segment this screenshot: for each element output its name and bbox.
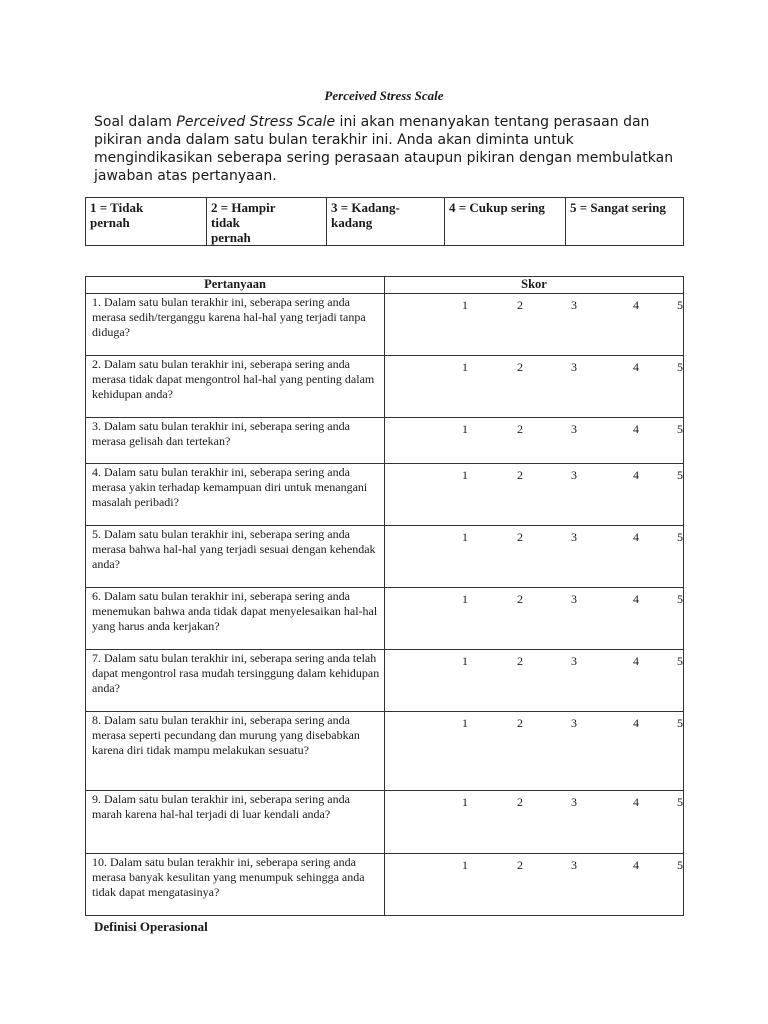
table-row [86,712,684,791]
score-option-1[interactable]: 1 [462,298,468,312]
score-option-3[interactable]: 3 [571,795,577,809]
question-text: 9. Dalam satu bulan terakhir ini, seberapa sering anda marah karena hal-hal terjadi di luar kendali anda? [86,791,385,854]
score-option-2[interactable]: 2 [517,422,523,436]
table-row [86,791,684,854]
question-text: 5. Dalam satu bulan terakhir ini, seberapa sering anda merasa bahwa hal-hal yang terjadi sesuai dengan kehendak anda? [86,526,385,588]
score-option-2[interactable]: 2 [517,360,523,374]
score-option-2[interactable]: 2 [517,858,523,872]
score-option-4[interactable]: 4 [633,468,639,482]
intro-text-before: Soal dalam [94,114,177,130]
score-option-4[interactable]: 4 [633,422,639,436]
score-option-row [385,854,683,873]
score-option-5[interactable]: 5 [677,530,683,544]
score-option-2[interactable]: 2 [517,654,523,668]
score-option-row [385,650,683,669]
score-option-5[interactable]: 5 [677,422,683,436]
score-option-1[interactable]: 1 [462,360,468,374]
question-text: 2. Dalam satu bulan terakhir ini, seberapa sering anda merasa tidak dapat mengontrol hal-hal yang penting dalam kehidupan anda? [86,356,385,418]
score-option-4[interactable]: 4 [633,592,639,606]
score-spacer [385,654,410,669]
score-spacer [385,858,410,873]
intro-text-italic: Perceived Stress Scale [176,114,336,130]
table-row [86,526,684,588]
score-option-2[interactable]: 2 [517,530,523,544]
score-option-4[interactable]: 4 [633,716,639,730]
score-options [385,418,684,464]
table-row [86,588,684,650]
scale-option-1 [86,198,207,246]
score-spacer [385,298,410,313]
score-spacer [385,795,410,810]
scale-option-3-line-2: kadang [331,215,373,230]
table-header-row [86,277,684,294]
score-option-1[interactable]: 1 [462,858,468,872]
score-option-1[interactable]: 1 [462,716,468,730]
score-option-2[interactable]: 2 [517,468,523,482]
score-option-3[interactable]: 3 [571,468,577,482]
header-score: Skor [385,277,684,294]
score-option-4[interactable]: 4 [633,530,639,544]
question-text: 10. Dalam satu bulan terakhir ini, seberapa sering anda merasa banyak kesulitan yang menumpuk sehingga anda tidak dapat mengatasinya? [86,854,385,916]
score-option-5[interactable]: 5 [677,298,683,312]
score-option-1[interactable]: 1 [462,468,468,482]
score-option-1[interactable]: 1 [462,530,468,544]
score-option-4[interactable]: 4 [633,795,639,809]
score-spacer [385,360,410,375]
score-options [385,712,684,791]
questions-table [85,276,684,916]
score-options [385,588,684,650]
score-option-1[interactable]: 1 [462,592,468,606]
score-option-3[interactable]: 3 [571,422,577,436]
score-options [385,854,684,916]
scale-option-2 [207,198,327,246]
scale-option-5 [566,198,684,246]
table-row [86,356,684,418]
scale-option-1-line-2: pernah [90,215,130,230]
score-option-5[interactable]: 5 [677,468,683,482]
rating-scale-legend [85,197,684,246]
score-options [385,526,684,588]
scale-option-2-line-1: 2 = Hampir [211,200,276,215]
score-options [385,356,684,418]
scale-option-4-line-1: 4 = Cukup sering [449,200,545,215]
score-option-3[interactable]: 3 [571,654,577,668]
scale-option-3-line-1: 3 = Kadang- [331,200,400,215]
scale-option-2-line-3: pernah [211,230,251,245]
questions-body [86,294,684,916]
score-option-row [385,712,683,731]
score-spacer [385,716,410,731]
score-option-3[interactable]: 3 [571,716,577,730]
score-option-row [385,791,683,810]
table-row [86,418,684,464]
score-spacer [385,422,410,437]
score-option-4[interactable]: 4 [633,298,639,312]
scale-option-2-line-2: tidak [211,215,240,230]
question-text: 1. Dalam satu bulan terakhir ini, seberapa sering anda merasa sedih/terganggu karena hal-hal yang terjadi tanpa diduga? [86,294,385,356]
question-text: 7. Dalam satu bulan terakhir ini, seberapa sering anda telah dapat mengontrol rasa mudah tersinggung dalam kehidupan anda? [86,650,385,712]
score-options [385,464,684,526]
score-option-5[interactable]: 5 [677,716,683,730]
scale-option-3 [327,198,445,246]
score-options [385,294,684,356]
score-option-5[interactable]: 5 [677,592,683,606]
intro-text-after: ini akan menanyakan tentang perasaan dan pikiran anda dalam satu bulan terakhir ini. Anda akan diminta untuk mengindikasikan seberapa sering perasaan ataupun pikiran dengan membulatkan jawaban atas pertanyaan. [94,114,674,184]
table-row [86,464,684,526]
score-option-3[interactable]: 3 [571,858,577,872]
score-option-4[interactable]: 4 [633,858,639,872]
score-option-2[interactable]: 2 [517,716,523,730]
score-option-5[interactable]: 5 [677,654,683,668]
score-option-3[interactable]: 3 [571,592,577,606]
score-option-1[interactable]: 1 [462,654,468,668]
scale-option-5-line-1: 5 = Sangat sering [570,200,666,215]
score-option-1[interactable]: 1 [462,795,468,809]
score-option-5[interactable]: 5 [677,858,683,872]
question-text: 3. Dalam satu bulan terakhir ini, seberapa sering anda merasa gelisah dan tertekan? [86,418,385,464]
table-row [86,294,684,356]
score-spacer [385,468,410,483]
score-option-5[interactable]: 5 [677,360,683,374]
scale-option-4 [445,198,566,246]
question-text: 6. Dalam satu bulan terakhir ini, seberapa sering anda menemukan bahwa anda tidak dapat menyelesaikan hal-hal yang harus anda kerjakan? [86,588,385,650]
score-options [385,650,684,712]
score-option-row [385,418,683,437]
section-heading-definisi: Definisi Operasional [94,919,208,934]
intro-paragraph [94,113,684,185]
score-option-3[interactable]: 3 [571,298,577,312]
score-option-4[interactable]: 4 [633,654,639,668]
score-option-5[interactable]: 5 [677,795,683,809]
score-spacer [385,530,410,545]
scale-option-1-line-1: 1 = Tidak [90,200,144,215]
score-option-2[interactable]: 2 [517,795,523,809]
score-option-3[interactable]: 3 [571,530,577,544]
score-option-2[interactable]: 2 [517,298,523,312]
score-option-2[interactable]: 2 [517,592,523,606]
score-options [385,791,684,854]
document-title: Perceived Stress Scale [324,88,444,103]
table-row [86,650,684,712]
score-option-4[interactable]: 4 [633,360,639,374]
score-option-3[interactable]: 3 [571,360,577,374]
score-option-row [385,356,683,375]
question-text: 4. Dalam satu bulan terakhir ini, seberapa sering anda merasa yakin terhadap kemampuan diri untuk menangani masalah peribadi? [86,464,385,526]
score-option-row [385,526,683,545]
score-option-1[interactable]: 1 [462,422,468,436]
header-question: Pertanyaan [86,277,385,294]
score-option-row [385,588,683,607]
score-option-row [385,294,683,313]
table-row [86,854,684,916]
score-option-row [385,464,683,483]
score-spacer [385,592,410,607]
question-text: 8. Dalam satu bulan terakhir ini, seberapa sering anda merasa seperti pecundang dan murung yang disebabkan karena diri tidak mampu melakukan sesuatu? [86,712,385,791]
